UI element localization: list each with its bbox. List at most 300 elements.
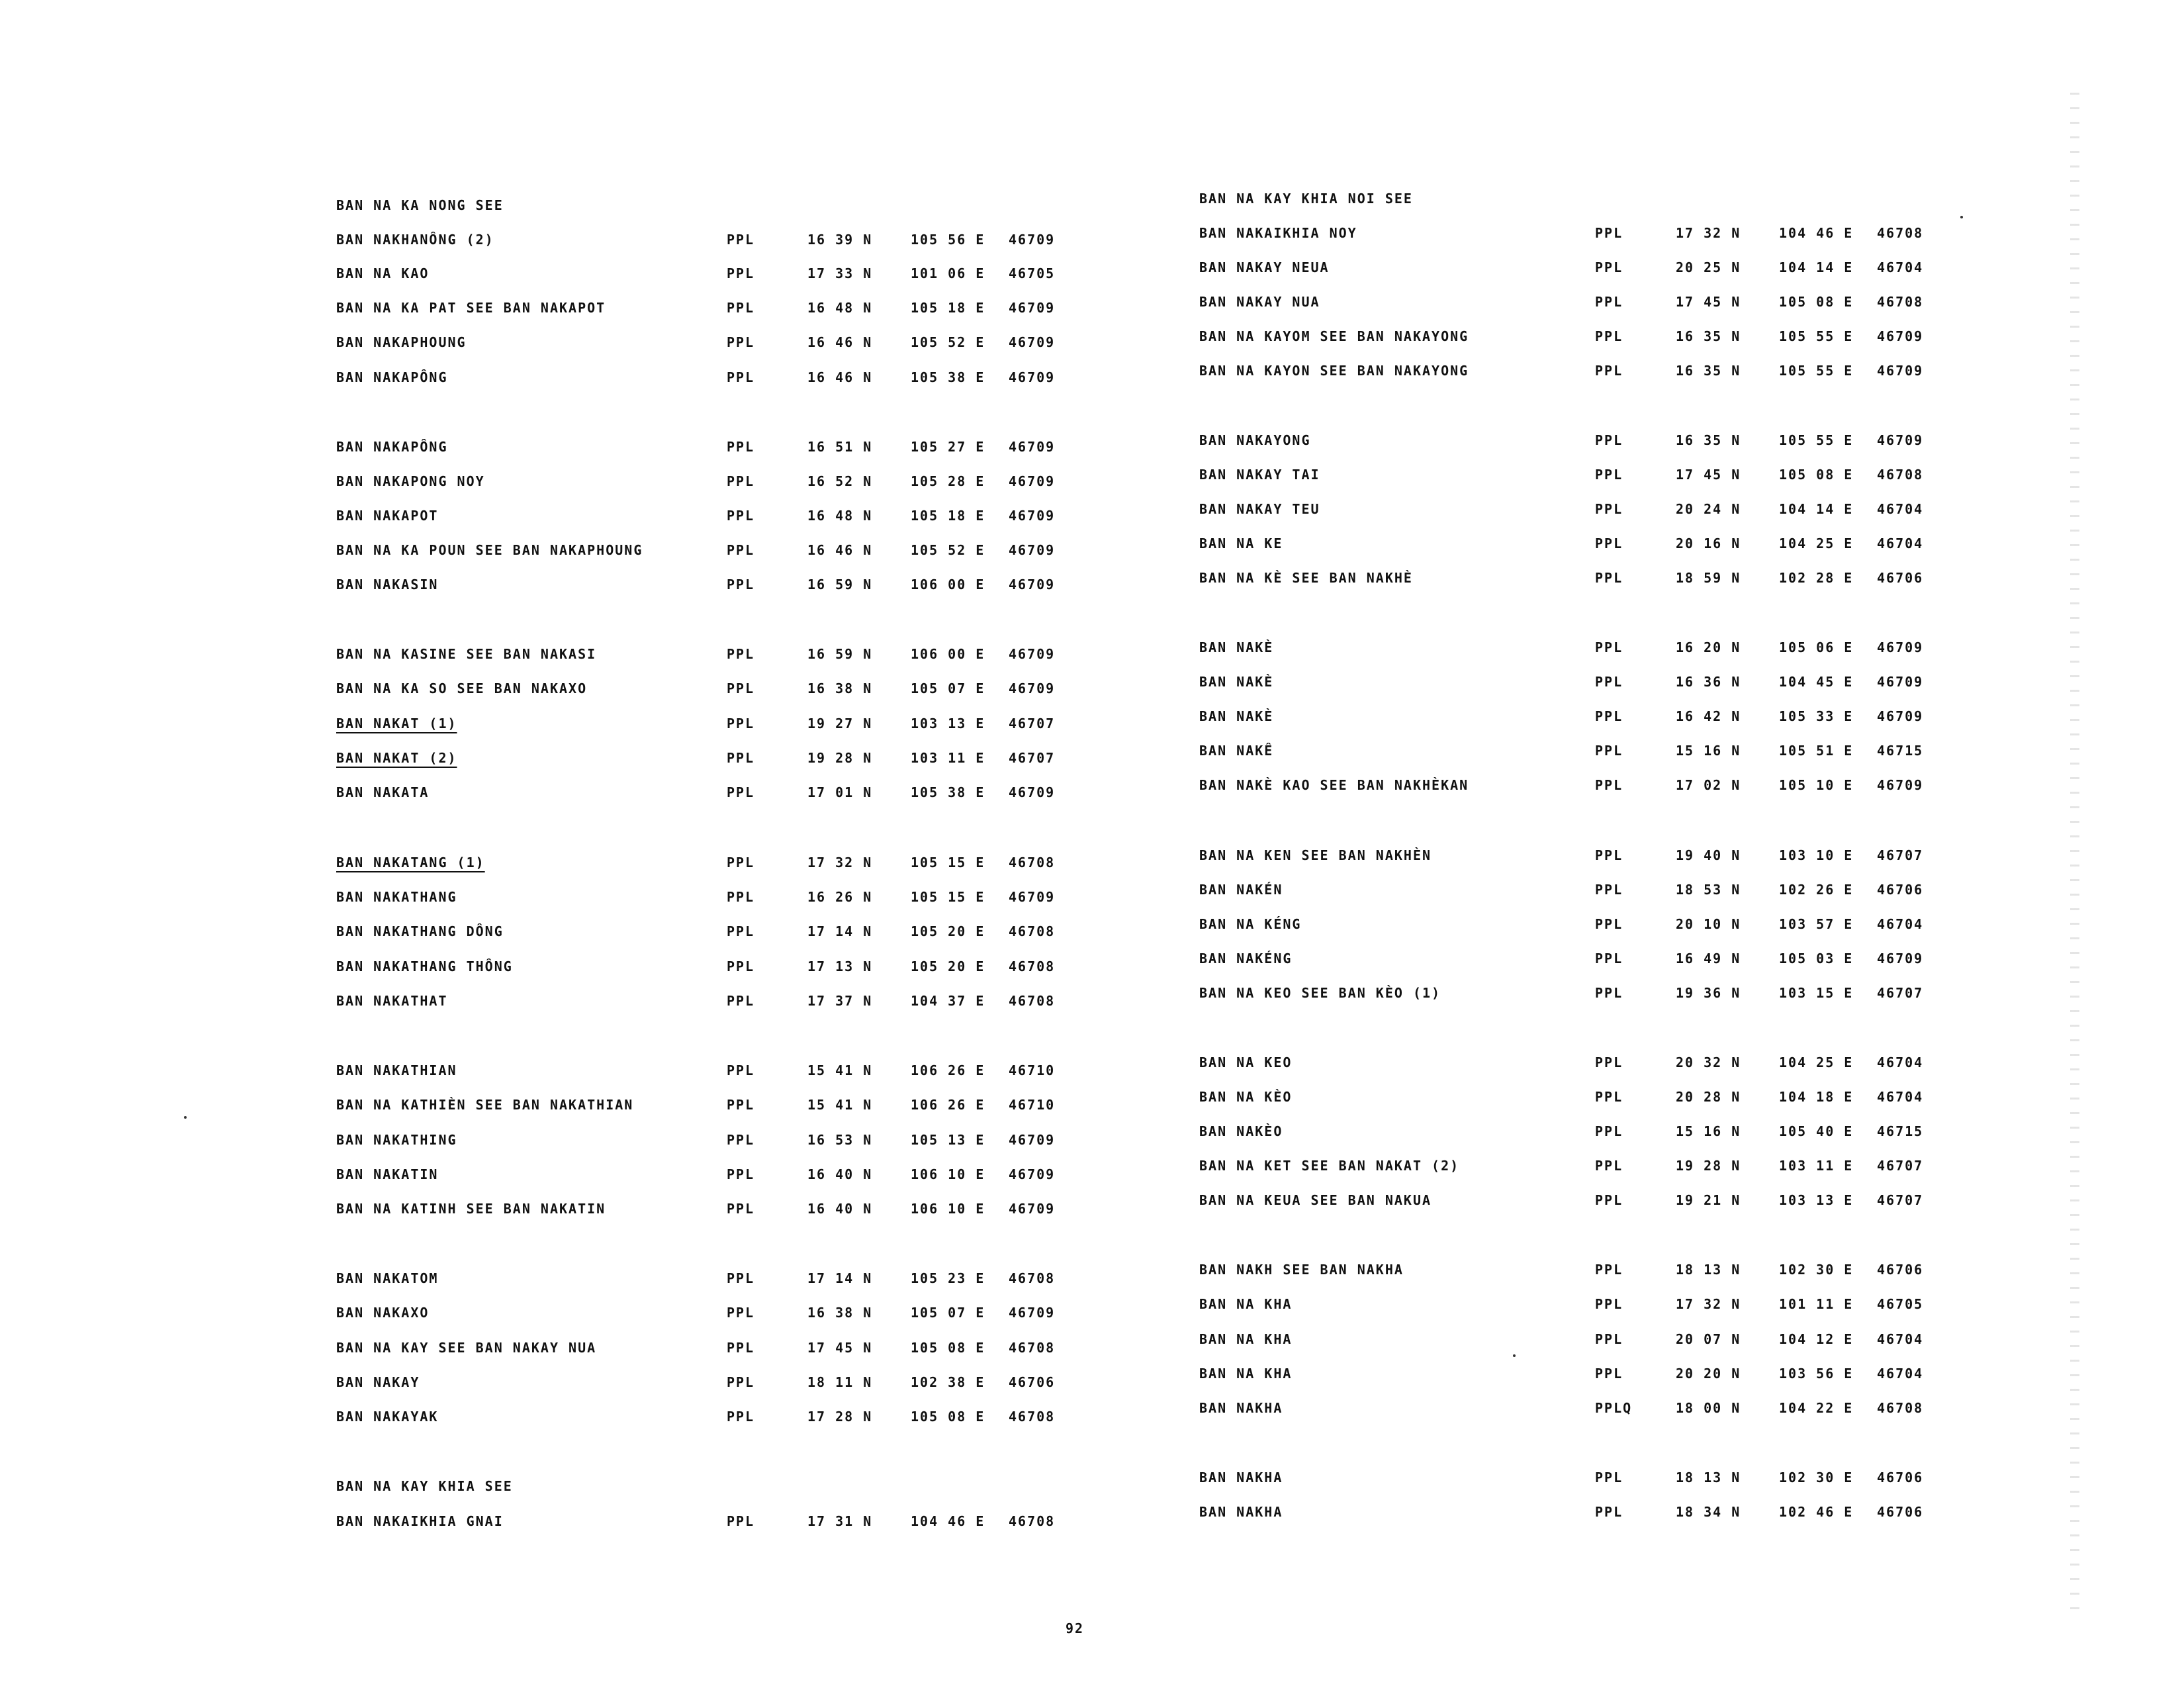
latitude: 16 39 N	[807, 232, 873, 248]
latitude: 20 10 N	[1676, 916, 1741, 932]
gazetteer-entry	[336, 295, 1236, 321]
latitude: 16 38 N	[807, 680, 873, 696]
latitude: 16 59 N	[807, 577, 873, 592]
longitude: 105 20 E	[911, 959, 985, 974]
map-code: 46715	[1877, 743, 1924, 759]
place-name: BAN NAKATHAT	[336, 993, 448, 1009]
longitude: 105 20 E	[911, 923, 985, 939]
feature-type: PPL	[1595, 1296, 1623, 1312]
place-name: BAN NAKAT (2)	[336, 750, 457, 766]
longitude: 102 28 E	[1779, 570, 1854, 586]
longitude: 105 52 E	[911, 542, 985, 558]
latitude: 16 20 N	[1676, 639, 1741, 655]
gazetteer-entry	[1199, 842, 2099, 868]
place-name: BAN NAKÉNG	[1199, 951, 1293, 966]
map-code: 46704	[1877, 536, 1924, 551]
latitude: 18 11 N	[807, 1374, 873, 1390]
latitude: 17 32 N	[807, 855, 873, 870]
gazetteer-entry	[336, 953, 1236, 980]
map-code: 46709	[1009, 369, 1056, 385]
gazetteer-entry	[1199, 427, 2099, 453]
gazetteer-entry	[1199, 530, 2099, 557]
feature-type: PPL	[1595, 501, 1623, 517]
gazetteer-entry	[1199, 289, 2099, 315]
place-name: BAN NA KET SEE BAN NAKAT (2)	[1199, 1158, 1460, 1174]
place-name: BAN NA KÈ SEE BAN NAKHÈ	[1199, 570, 1413, 586]
map-code: 46707	[1009, 716, 1056, 731]
gazetteer-entry	[1199, 1326, 2099, 1352]
latitude: 20 25 N	[1676, 259, 1741, 275]
gazetteer-entry	[1199, 1049, 2099, 1076]
longitude: 106 10 E	[911, 1201, 985, 1217]
place-name: BAN NA KEO SEE BAN KÈO (1)	[1199, 985, 1441, 1001]
place-name: BAN NAKAY NEUA	[1199, 259, 1330, 275]
gazetteer-entry	[336, 1127, 1236, 1153]
latitude: 16 40 N	[807, 1166, 873, 1182]
map-code: 46707	[1009, 750, 1056, 766]
feature-type: PPL	[727, 1305, 755, 1321]
feature-type: PPL	[727, 232, 755, 248]
place-name: BAN NAKHA	[1199, 1504, 1283, 1520]
feature-type: PPL	[1595, 916, 1623, 932]
map-code: 46708	[1877, 1400, 1924, 1416]
latitude: 19 28 N	[807, 750, 873, 766]
feature-type: PPL	[727, 646, 755, 662]
place-name: BAN NAKÈ	[1199, 708, 1274, 724]
feature-type: PPL	[727, 993, 755, 1009]
place-name: BAN NAKHANÔNG (2)	[336, 232, 494, 248]
map-code: 46706	[1877, 570, 1924, 586]
place-name: BAN NAKÈ	[1199, 674, 1274, 690]
place-name: BAN NAKATHANG THÔNG	[336, 959, 513, 974]
place-name: BAN NA KEUA SEE BAN NAKUA	[1199, 1192, 1432, 1208]
longitude: 105 07 E	[911, 680, 985, 696]
feature-type: PPL	[727, 1374, 755, 1390]
longitude: 104 14 E	[1779, 501, 1854, 517]
longitude: 105 03 E	[1779, 951, 1854, 966]
gazetteer-entry	[1199, 980, 2099, 1006]
latitude: 18 13 N	[1676, 1470, 1741, 1485]
latitude: 17 45 N	[1676, 467, 1741, 483]
longitude: 104 18 E	[1779, 1089, 1854, 1105]
longitude: 102 30 E	[1779, 1262, 1854, 1278]
feature-type: PPL	[727, 508, 755, 524]
feature-type: PPL	[1595, 777, 1623, 793]
feature-type: PPL	[1595, 1158, 1623, 1174]
place-name: BAN NAKAY TEU	[1199, 501, 1320, 517]
feature-type: PPL	[727, 1513, 755, 1529]
latitude: 16 46 N	[807, 542, 873, 558]
map-code: 46709	[1877, 777, 1924, 793]
map-code: 46705	[1009, 265, 1056, 281]
place-name: BAN NA KATINH SEE BAN NAKATIN	[336, 1201, 606, 1217]
map-code: 46709	[1009, 1305, 1056, 1321]
latitude: 16 35 N	[1676, 432, 1741, 448]
gazetteer-entry	[336, 710, 1236, 737]
gazetteer-entry	[336, 745, 1236, 771]
gazetteer-entry	[1199, 1360, 2099, 1387]
place-name: BAN NA KAY KHIA NOI SEE	[1199, 191, 1413, 207]
gazetteer-entry	[1199, 461, 2099, 488]
place-name: BAN NA KATHIÈN SEE BAN NAKATHIAN	[336, 1097, 634, 1113]
feature-type: PPL	[727, 1097, 755, 1113]
map-code: 46704	[1877, 1331, 1924, 1347]
place-name: BAN NAKÈO	[1199, 1123, 1283, 1139]
longitude: 106 26 E	[911, 1062, 985, 1078]
longitude: 103 56 E	[1779, 1366, 1854, 1382]
place-name: BAN NAKAXO	[336, 1305, 430, 1321]
gazetteer-entry	[336, 571, 1236, 598]
longitude: 105 15 E	[911, 889, 985, 905]
place-name: BAN NAKAY	[336, 1374, 420, 1390]
map-code: 46708	[1009, 855, 1056, 870]
page-number: 92	[1066, 1620, 1085, 1636]
feature-type: PPL	[727, 542, 755, 558]
place-name: BAN NAKATIN	[336, 1166, 439, 1182]
gazetteer-entry	[336, 1299, 1236, 1326]
place-name: BAN NAKHA	[1199, 1400, 1283, 1416]
feature-type: PPL	[1595, 225, 1623, 241]
gazetteer-entry	[336, 1508, 1236, 1534]
gazetteer-entry	[336, 260, 1236, 287]
latitude: 17 45 N	[1676, 294, 1741, 310]
longitude: 103 10 E	[1779, 847, 1854, 863]
longitude: 105 51 E	[1779, 743, 1854, 759]
latitude: 17 31 N	[807, 1513, 873, 1529]
feature-type: PPL	[1595, 951, 1623, 966]
feature-type: PPL	[727, 1166, 755, 1182]
longitude: 105 07 E	[911, 1305, 985, 1321]
feature-type: PPL	[1595, 1331, 1623, 1347]
gazetteer-entry	[336, 537, 1236, 563]
longitude: 102 26 E	[1779, 882, 1854, 898]
place-name: BAN NAKAIKHIA GNAI	[336, 1513, 504, 1529]
feature-type: PPL	[1595, 328, 1623, 344]
gazetteer-entry	[336, 502, 1236, 529]
stray-mark	[1513, 1354, 1516, 1357]
feature-type: PPL	[727, 439, 755, 455]
longitude: 105 38 E	[911, 784, 985, 800]
map-code: 46709	[1009, 542, 1056, 558]
feature-type: PPL	[727, 369, 755, 385]
latitude: 16 35 N	[1676, 363, 1741, 379]
feature-type: PPL	[1595, 1262, 1623, 1278]
gazetteer-entry	[1199, 945, 2099, 972]
latitude: 16 26 N	[807, 889, 873, 905]
feature-type: PPL	[1595, 1504, 1623, 1520]
map-code: 46708	[1009, 959, 1056, 974]
longitude: 104 25 E	[1779, 536, 1854, 551]
longitude: 105 06 E	[1779, 639, 1854, 655]
gazetteer-entry	[1199, 496, 2099, 522]
feature-type: PPL	[727, 784, 755, 800]
longitude: 105 08 E	[911, 1340, 985, 1356]
longitude: 105 52 E	[911, 334, 985, 350]
latitude: 18 00 N	[1676, 1400, 1741, 1416]
feature-type: PPL	[1595, 743, 1623, 759]
map-code: 46706	[1877, 1504, 1924, 1520]
place-name: BAN NA KA NONG SEE	[336, 197, 504, 213]
map-code: 46704	[1877, 501, 1924, 517]
gazetteer-entry	[1199, 876, 2099, 903]
place-name: BAN NA KA SO SEE BAN NAKAXO	[336, 680, 588, 696]
gazetteer-entry	[1199, 1464, 2099, 1491]
place-name: BAN NAKÈ KAO SEE BAN NAKHÈKAN	[1199, 777, 1469, 793]
map-code: 46709	[1877, 363, 1924, 379]
map-code: 46709	[1877, 328, 1924, 344]
place-name: BAN NA KHA	[1199, 1331, 1293, 1347]
longitude: 103 15 E	[1779, 985, 1854, 1001]
place-name: BAN NA KAYON SEE BAN NAKAYONG	[1199, 363, 1469, 379]
map-code: 46708	[1877, 225, 1924, 241]
feature-type: PPL	[1595, 432, 1623, 448]
feature-type: PPL	[1595, 674, 1623, 690]
gazetteer-entry	[1199, 772, 2099, 798]
gazetteer-entry	[336, 1265, 1236, 1291]
feature-type: PPL	[1595, 985, 1623, 1001]
gazetteer-entry	[1199, 1187, 2099, 1213]
map-code: 46709	[1877, 951, 1924, 966]
map-code: 46709	[1009, 784, 1056, 800]
place-name: BAN NAKÈ	[1199, 639, 1274, 655]
feature-type: PPL	[727, 923, 755, 939]
latitude: 16 48 N	[807, 300, 873, 316]
map-code: 46706	[1009, 1374, 1056, 1390]
place-name: BAN NAKATANG (1)	[336, 855, 485, 870]
map-code: 46704	[1877, 916, 1924, 932]
longitude: 105 28 E	[911, 473, 985, 489]
feature-type: PPL	[727, 577, 755, 592]
feature-type: PPL	[727, 750, 755, 766]
place-name: BAN NA KA POUN SEE BAN NAKAPHOUNG	[336, 542, 643, 558]
place-name: BAN NAKATHANG DÔNG	[336, 923, 504, 939]
longitude: 102 30 E	[1779, 1470, 1854, 1485]
longitude: 105 08 E	[911, 1409, 985, 1425]
longitude: 105 55 E	[1779, 328, 1854, 344]
latitude: 16 35 N	[1676, 328, 1741, 344]
feature-type: PPL	[1595, 363, 1623, 379]
place-name: BAN NA KÈO	[1199, 1089, 1293, 1105]
map-code: 46708	[1877, 467, 1924, 483]
gazetteer-entry	[1199, 357, 2099, 384]
gazetteer-entry	[336, 1057, 1236, 1084]
latitude: 17 14 N	[807, 923, 873, 939]
gazetteer-entry	[336, 641, 1236, 667]
feature-type: PPL	[727, 1132, 755, 1148]
feature-type: PPL	[1595, 570, 1623, 586]
feature-type: PPL	[1595, 1470, 1623, 1485]
place-name: BAN NAKATHIAN	[336, 1062, 457, 1078]
latitude: 17 13 N	[807, 959, 873, 974]
latitude: 15 16 N	[1676, 743, 1741, 759]
longitude: 105 08 E	[1779, 294, 1854, 310]
map-code: 46710	[1009, 1062, 1056, 1078]
feature-type: PPL	[727, 680, 755, 696]
feature-type: PPL	[1595, 1192, 1623, 1208]
place-name: BAN NAKAYONG	[1199, 432, 1311, 448]
latitude: 16 40 N	[807, 1201, 873, 1217]
longitude: 106 00 E	[911, 577, 985, 592]
longitude: 106 10 E	[911, 1166, 985, 1182]
feature-type: PPL	[1595, 639, 1623, 655]
map-code: 46704	[1877, 1089, 1924, 1105]
latitude: 16 42 N	[1676, 708, 1741, 724]
place-name: BAN NAKAYAK	[336, 1409, 439, 1425]
place-name: BAN NAKAPÔNG	[336, 369, 448, 385]
map-code: 46708	[1009, 993, 1056, 1009]
map-code: 46709	[1009, 1132, 1056, 1148]
place-name: BAN NA KEN SEE BAN NAKHÈN	[1199, 847, 1432, 863]
longitude: 104 45 E	[1779, 674, 1854, 690]
feature-type: PPL	[727, 1062, 755, 1078]
longitude: 105 18 E	[911, 508, 985, 524]
latitude: 19 28 N	[1676, 1158, 1741, 1174]
map-code: 46706	[1877, 1470, 1924, 1485]
longitude: 104 37 E	[911, 993, 985, 1009]
feature-type: PPL	[1595, 259, 1623, 275]
place-name: BAN NAKATOM	[336, 1270, 439, 1286]
gazetteer-entry	[336, 1092, 1236, 1118]
feature-type: PPL	[727, 1201, 755, 1217]
gazetteer-entry	[336, 1369, 1236, 1395]
feature-type: PPL	[1595, 536, 1623, 551]
latitude: 16 53 N	[807, 1132, 873, 1148]
gazetteer-entry	[1199, 220, 2099, 246]
gazetteer-entry	[1199, 565, 2099, 591]
longitude: 104 46 E	[1779, 225, 1854, 241]
longitude: 104 12 E	[1779, 1331, 1854, 1347]
latitude: 19 21 N	[1676, 1192, 1741, 1208]
place-name: BAN NAKAT (1)	[336, 716, 457, 731]
longitude: 105 40 E	[1779, 1123, 1854, 1139]
gazetteer-entry	[1199, 1118, 2099, 1145]
latitude: 19 40 N	[1676, 847, 1741, 863]
map-code: 46704	[1877, 1055, 1924, 1070]
place-name: BAN NA KHA	[1199, 1296, 1293, 1312]
longitude: 106 26 E	[911, 1097, 985, 1113]
longitude: 103 13 E	[1779, 1192, 1854, 1208]
map-code: 46709	[1877, 639, 1924, 655]
latitude: 17 32 N	[1676, 225, 1741, 241]
map-code: 46709	[1009, 1166, 1056, 1182]
longitude: 105 18 E	[911, 300, 985, 316]
place-name: BAN NAKASIN	[336, 577, 439, 592]
latitude: 20 20 N	[1676, 1366, 1741, 1382]
map-code: 46705	[1877, 1296, 1924, 1312]
map-code: 46708	[1009, 1270, 1056, 1286]
map-code: 46708	[1009, 923, 1056, 939]
gazetteer-entry	[336, 1403, 1236, 1430]
place-name: BAN NAKH SEE BAN NAKHA	[1199, 1262, 1404, 1278]
feature-type: PPL	[1595, 1366, 1623, 1382]
latitude: 19 27 N	[807, 716, 873, 731]
feature-type: PPL	[1595, 1123, 1623, 1139]
gazetteer-entry	[336, 192, 1236, 218]
longitude: 104 22 E	[1779, 1400, 1854, 1416]
feature-type: PPL	[1595, 708, 1623, 724]
latitude: 16 48 N	[807, 508, 873, 524]
longitude: 105 15 E	[911, 855, 985, 870]
feature-type: PPL	[727, 1409, 755, 1425]
gazetteer-entry	[336, 1196, 1236, 1222]
longitude: 105 56 E	[911, 232, 985, 248]
feature-type: PPL	[727, 855, 755, 870]
gazetteer-entry	[1199, 1152, 2099, 1179]
gazetteer-entry	[1199, 1084, 2099, 1110]
map-code: 46708	[1877, 294, 1924, 310]
map-code: 46709	[1009, 439, 1056, 455]
gazetteer-entry	[1199, 703, 2099, 729]
longitude: 105 38 E	[911, 369, 985, 385]
feature-type: PPL	[1595, 882, 1623, 898]
latitude: 18 59 N	[1676, 570, 1741, 586]
map-code: 46709	[1877, 432, 1924, 448]
feature-type: PPL	[727, 959, 755, 974]
place-name: BAN NAKAPÔNG	[336, 439, 448, 455]
feature-type: PPL	[1595, 294, 1623, 310]
map-code: 46707	[1877, 985, 1924, 1001]
latitude: 16 51 N	[807, 439, 873, 455]
map-code: 46707	[1877, 1158, 1924, 1174]
map-code: 46709	[1009, 1201, 1056, 1217]
gazetteer-entry	[1199, 254, 2099, 281]
latitude: 20 28 N	[1676, 1089, 1741, 1105]
map-code: 46709	[1009, 473, 1056, 489]
feature-type: PPL	[1595, 847, 1623, 863]
latitude: 17 33 N	[807, 265, 873, 281]
gazetteer-entry	[336, 1161, 1236, 1188]
feature-type: PPL	[727, 300, 755, 316]
map-code: 46709	[1009, 680, 1056, 696]
place-name: BAN NA KÉNG	[1199, 916, 1302, 932]
latitude: 17 14 N	[807, 1270, 873, 1286]
map-code: 46709	[1009, 334, 1056, 350]
latitude: 15 41 N	[807, 1062, 873, 1078]
gazetteer-entry	[336, 1335, 1236, 1361]
latitude: 15 16 N	[1676, 1123, 1741, 1139]
longitude: 105 23 E	[911, 1270, 985, 1286]
longitude: 104 46 E	[911, 1513, 985, 1529]
map-code: 46709	[1877, 674, 1924, 690]
place-name: BAN NAKATA	[336, 784, 430, 800]
gazetteer-entry	[336, 329, 1236, 355]
map-code: 46706	[1877, 882, 1924, 898]
latitude: 20 32 N	[1676, 1055, 1741, 1070]
place-name: BAN NAKATHING	[336, 1132, 457, 1148]
feature-type: PPL	[1595, 467, 1623, 483]
longitude: 102 46 E	[1779, 1504, 1854, 1520]
map-code: 46709	[1009, 508, 1056, 524]
feature-type: PPL	[727, 1270, 755, 1286]
map-code: 46709	[1009, 646, 1056, 662]
latitude: 17 01 N	[807, 784, 873, 800]
longitude: 105 13 E	[911, 1132, 985, 1148]
gazetteer-entry	[336, 779, 1236, 806]
place-name: BAN NAKAY TAI	[1199, 467, 1320, 483]
longitude: 102 38 E	[911, 1374, 985, 1390]
gazetteer-entry	[336, 988, 1236, 1014]
latitude: 17 37 N	[807, 993, 873, 1009]
place-name: BAN NAKAIKHIA NOY	[1199, 225, 1357, 241]
gazetteer-entry	[336, 884, 1236, 910]
feature-type: PPL	[727, 265, 755, 281]
gazetteer-entry	[336, 468, 1236, 494]
gazetteer-entry	[1199, 669, 2099, 695]
gazetteer-entry	[336, 918, 1236, 945]
map-code: 46708	[1009, 1340, 1056, 1356]
place-name: BAN NA KE	[1199, 536, 1283, 551]
latitude: 18 53 N	[1676, 882, 1741, 898]
